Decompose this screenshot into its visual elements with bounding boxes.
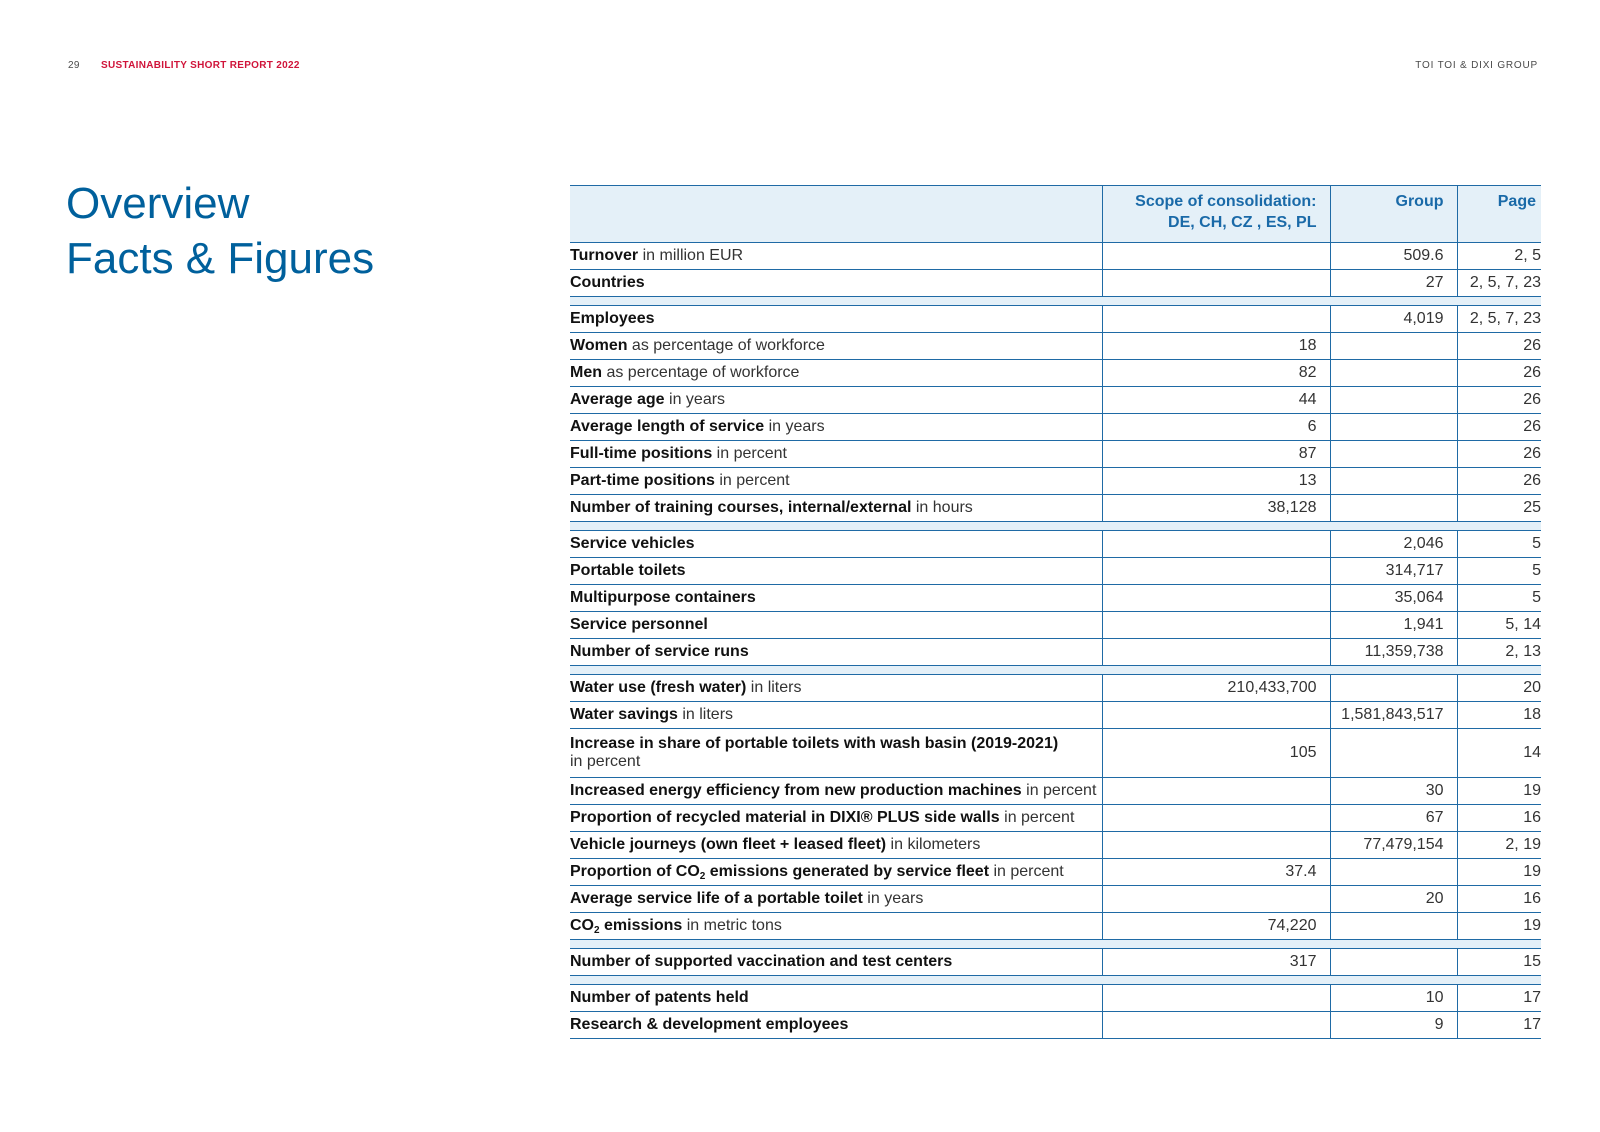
row-scope: 6 — [1102, 414, 1330, 441]
table-header-row — [570, 186, 1541, 243]
row-page: 17 — [1457, 1012, 1541, 1039]
row-unit: as percentage of workforce — [627, 337, 825, 354]
table-row — [570, 333, 1541, 360]
row-name: Portable toilets — [570, 562, 686, 579]
row-page: 2, 5 — [1457, 243, 1541, 270]
row-scope — [1102, 778, 1330, 805]
row-name: Countries — [570, 274, 645, 291]
row-name-part-2: emissions — [599, 917, 683, 934]
row-scope — [1102, 985, 1330, 1012]
table-row — [570, 778, 1541, 805]
table-row — [570, 949, 1541, 976]
row-scope — [1102, 585, 1330, 612]
row-page: 26 — [1457, 333, 1541, 360]
row-label — [570, 949, 1102, 976]
row-scope: 82 — [1102, 360, 1330, 387]
table-row — [570, 886, 1541, 913]
row-name — [570, 863, 989, 880]
row-page: 26 — [1457, 441, 1541, 468]
row-group: 20 — [1330, 886, 1457, 913]
row-unit: in years — [664, 391, 726, 408]
row-page: 5 — [1457, 558, 1541, 585]
row-group: 9 — [1330, 1012, 1457, 1039]
row-unit: in percent — [1021, 782, 1097, 799]
row-label — [570, 639, 1102, 666]
row-page: 2, 5, 7, 23 — [1457, 306, 1541, 333]
row-scope — [1102, 558, 1330, 585]
table-row — [570, 387, 1541, 414]
row-name: Turnover — [570, 247, 639, 264]
header-group: Group — [1330, 186, 1457, 243]
row-scope: 38,128 — [1102, 495, 1330, 522]
row-label — [570, 859, 1102, 886]
row-name: Increase in share of portable toilets with wash basin (2019-2021) — [570, 735, 1059, 752]
row-scope: 44 — [1102, 387, 1330, 414]
row-scope — [1102, 243, 1330, 270]
row-scope — [1102, 639, 1330, 666]
row-group — [1330, 913, 1457, 940]
row-label — [570, 778, 1102, 805]
row-page: 16 — [1457, 805, 1541, 832]
section-separator — [570, 976, 1541, 985]
facts-table — [570, 185, 1541, 1039]
row-page: 5, 14 — [1457, 612, 1541, 639]
row-page: 18 — [1457, 702, 1541, 729]
header-scope — [1102, 186, 1330, 243]
header-label — [570, 186, 1102, 243]
row-label — [570, 441, 1102, 468]
row-page: 26 — [1457, 387, 1541, 414]
row-group — [1330, 414, 1457, 441]
row-scope — [1102, 805, 1330, 832]
row-name: Number of service runs — [570, 643, 749, 660]
row-page: 16 — [1457, 886, 1541, 913]
row-scope — [1102, 270, 1330, 297]
row-page: 26 — [1457, 360, 1541, 387]
header-scope-line-1: Scope of consolidation: — [1135, 193, 1317, 210]
row-group: 67 — [1330, 805, 1457, 832]
row-group — [1330, 859, 1457, 886]
row-name: Number of supported vaccination and test centers — [570, 953, 953, 970]
row-group — [1330, 729, 1457, 778]
row-page: 19 — [1457, 913, 1541, 940]
row-name: Increased energy efficiency from new production machines — [570, 782, 1022, 799]
table-row — [570, 306, 1541, 333]
row-group: 2,046 — [1330, 531, 1457, 558]
row-group — [1330, 441, 1457, 468]
row-group — [1330, 333, 1457, 360]
table-row — [570, 729, 1541, 778]
row-name: Research & development employees — [570, 1016, 849, 1033]
row-scope: 317 — [1102, 949, 1330, 976]
row-unit: in percent — [712, 445, 787, 462]
row-label — [570, 270, 1102, 297]
row-scope: 210,433,700 — [1102, 675, 1330, 702]
table-row — [570, 414, 1541, 441]
table-row — [570, 639, 1541, 666]
row-label — [570, 468, 1102, 495]
row-unit: in liters — [746, 679, 802, 696]
row-scope: 74,220 — [1102, 913, 1330, 940]
row-page: 26 — [1457, 468, 1541, 495]
row-label — [570, 985, 1102, 1012]
row-page: 2, 13 — [1457, 639, 1541, 666]
row-unit: in hours — [911, 499, 973, 516]
company-name: TOI TOI & DIXI GROUP — [1415, 60, 1538, 71]
table-row — [570, 612, 1541, 639]
report-title: SUSTAINABILITY SHORT REPORT 2022 — [101, 60, 300, 71]
row-unit: in years — [764, 418, 825, 435]
table-row — [570, 270, 1541, 297]
row-name-part-1: Proportion of CO — [570, 863, 700, 880]
row-page: 5 — [1457, 531, 1541, 558]
row-group: 35,064 — [1330, 585, 1457, 612]
row-unit: in liters — [677, 706, 734, 723]
table-row — [570, 441, 1541, 468]
row-name: Part-time positions — [570, 472, 715, 489]
row-label — [570, 495, 1102, 522]
table-row — [570, 985, 1541, 1012]
section-separator — [570, 522, 1541, 531]
row-page: 19 — [1457, 778, 1541, 805]
row-scope: 87 — [1102, 441, 1330, 468]
row-group: 30 — [1330, 778, 1457, 805]
row-group — [1330, 495, 1457, 522]
row-page: 2, 5, 7, 23 — [1457, 270, 1541, 297]
section-separator — [570, 940, 1541, 949]
row-group — [1330, 387, 1457, 414]
row-name: Multipurpose containers — [570, 589, 756, 606]
row-page: 15 — [1457, 949, 1541, 976]
row-page: 5 — [1457, 585, 1541, 612]
page-number: 29 — [68, 60, 80, 71]
row-group — [1330, 675, 1457, 702]
row-label — [570, 333, 1102, 360]
table-row — [570, 805, 1541, 832]
row-scope — [1102, 886, 1330, 913]
row-label — [570, 387, 1102, 414]
table-row — [570, 243, 1541, 270]
row-name: Service vehicles — [570, 535, 695, 552]
page-heading — [66, 176, 374, 286]
row-unit: in kilometers — [886, 836, 981, 853]
row-label — [570, 243, 1102, 270]
row-name-part-2: emissions generated by service fleet — [705, 863, 990, 880]
row-name: Average age — [570, 391, 665, 408]
row-group — [1330, 949, 1457, 976]
row-scope — [1102, 832, 1330, 859]
row-page: 17 — [1457, 985, 1541, 1012]
header-scope-line-2: DE, CH, CZ , ES, PL — [1168, 214, 1317, 231]
row-name: Number of training courses, internal/external — [570, 499, 912, 516]
row-scope: 105 — [1102, 729, 1330, 778]
row-group: 27 — [1330, 270, 1457, 297]
row-unit: in percent — [570, 753, 641, 770]
row-label — [570, 612, 1102, 639]
row-label — [570, 702, 1102, 729]
row-name: Average service life of a portable toilet — [570, 890, 863, 907]
row-unit: in percent — [714, 472, 790, 489]
row-label — [570, 414, 1102, 441]
table-row — [570, 702, 1541, 729]
row-name-subscript: 2 — [699, 871, 706, 882]
row-name: Water savings — [570, 706, 678, 723]
table-row — [570, 859, 1541, 886]
heading-line-2: Facts & Figures — [66, 234, 375, 283]
row-name: Average length of service — [570, 418, 765, 435]
row-name: Number of patents held — [570, 989, 749, 1006]
row-group — [1330, 360, 1457, 387]
row-group: 1,581,843,517 — [1330, 702, 1457, 729]
row-label — [570, 306, 1102, 333]
row-unit: in metric tons — [682, 917, 782, 934]
row-page: 25 — [1457, 495, 1541, 522]
table-row — [570, 832, 1541, 859]
row-name: Full-time positions — [570, 445, 713, 462]
row-unit: in percent — [999, 809, 1075, 826]
row-name: Proportion of recycled material in DIXI® PLUS side walls — [570, 809, 1000, 826]
row-name: Women — [570, 337, 628, 354]
table-row — [570, 495, 1541, 522]
table-row — [570, 558, 1541, 585]
row-group: 314,717 — [1330, 558, 1457, 585]
row-group — [1330, 468, 1457, 495]
table-row — [570, 360, 1541, 387]
row-unit: in percent — [989, 863, 1064, 880]
row-group: 4,019 — [1330, 306, 1457, 333]
row-name: Service personnel — [570, 616, 708, 633]
table-row — [570, 1012, 1541, 1039]
table-row — [570, 468, 1541, 495]
row-label — [570, 585, 1102, 612]
row-group: 1,941 — [1330, 612, 1457, 639]
row-name: Water use (fresh water) — [570, 679, 747, 696]
table-row — [570, 585, 1541, 612]
row-unit: as percentage of workforce — [602, 364, 800, 381]
section-separator — [570, 297, 1541, 306]
header-page: Page — [1457, 186, 1541, 243]
row-label — [570, 675, 1102, 702]
table-row — [570, 913, 1541, 940]
row-label — [570, 531, 1102, 558]
row-name: Men — [570, 364, 602, 381]
row-label — [570, 805, 1102, 832]
table-row — [570, 531, 1541, 558]
row-label — [570, 360, 1102, 387]
row-group: 10 — [1330, 985, 1457, 1012]
row-group: 77,479,154 — [1330, 832, 1457, 859]
row-scope: 18 — [1102, 333, 1330, 360]
row-page: 20 — [1457, 675, 1541, 702]
row-label — [570, 558, 1102, 585]
row-name-subscript: 2 — [594, 925, 600, 936]
row-label — [570, 1012, 1102, 1039]
row-unit: in years — [862, 890, 924, 907]
section-separator — [570, 666, 1541, 675]
row-page: 19 — [1457, 859, 1541, 886]
row-label — [570, 832, 1102, 859]
row-label — [570, 886, 1102, 913]
row-group: 11,359,738 — [1330, 639, 1457, 666]
row-label — [570, 913, 1102, 940]
row-unit: in million EUR — [638, 247, 744, 264]
row-page: 26 — [1457, 414, 1541, 441]
table-row — [570, 675, 1541, 702]
row-scope — [1102, 306, 1330, 333]
row-scope: 13 — [1102, 468, 1330, 495]
row-scope: 37.4 — [1102, 859, 1330, 886]
row-page: 2, 19 — [1457, 832, 1541, 859]
row-label — [570, 729, 1102, 778]
row-scope — [1102, 1012, 1330, 1039]
row-name — [570, 917, 682, 934]
row-name-part-1: CO — [570, 917, 594, 934]
row-scope — [1102, 612, 1330, 639]
row-scope — [1102, 531, 1330, 558]
row-name: Vehicle journeys (own fleet + leased fleet) — [570, 836, 887, 853]
row-group: 509.6 — [1330, 243, 1457, 270]
row-name: Employees — [570, 310, 655, 327]
row-scope — [1102, 702, 1330, 729]
row-page: 14 — [1457, 729, 1541, 778]
heading-line-1: Overview — [66, 179, 250, 228]
